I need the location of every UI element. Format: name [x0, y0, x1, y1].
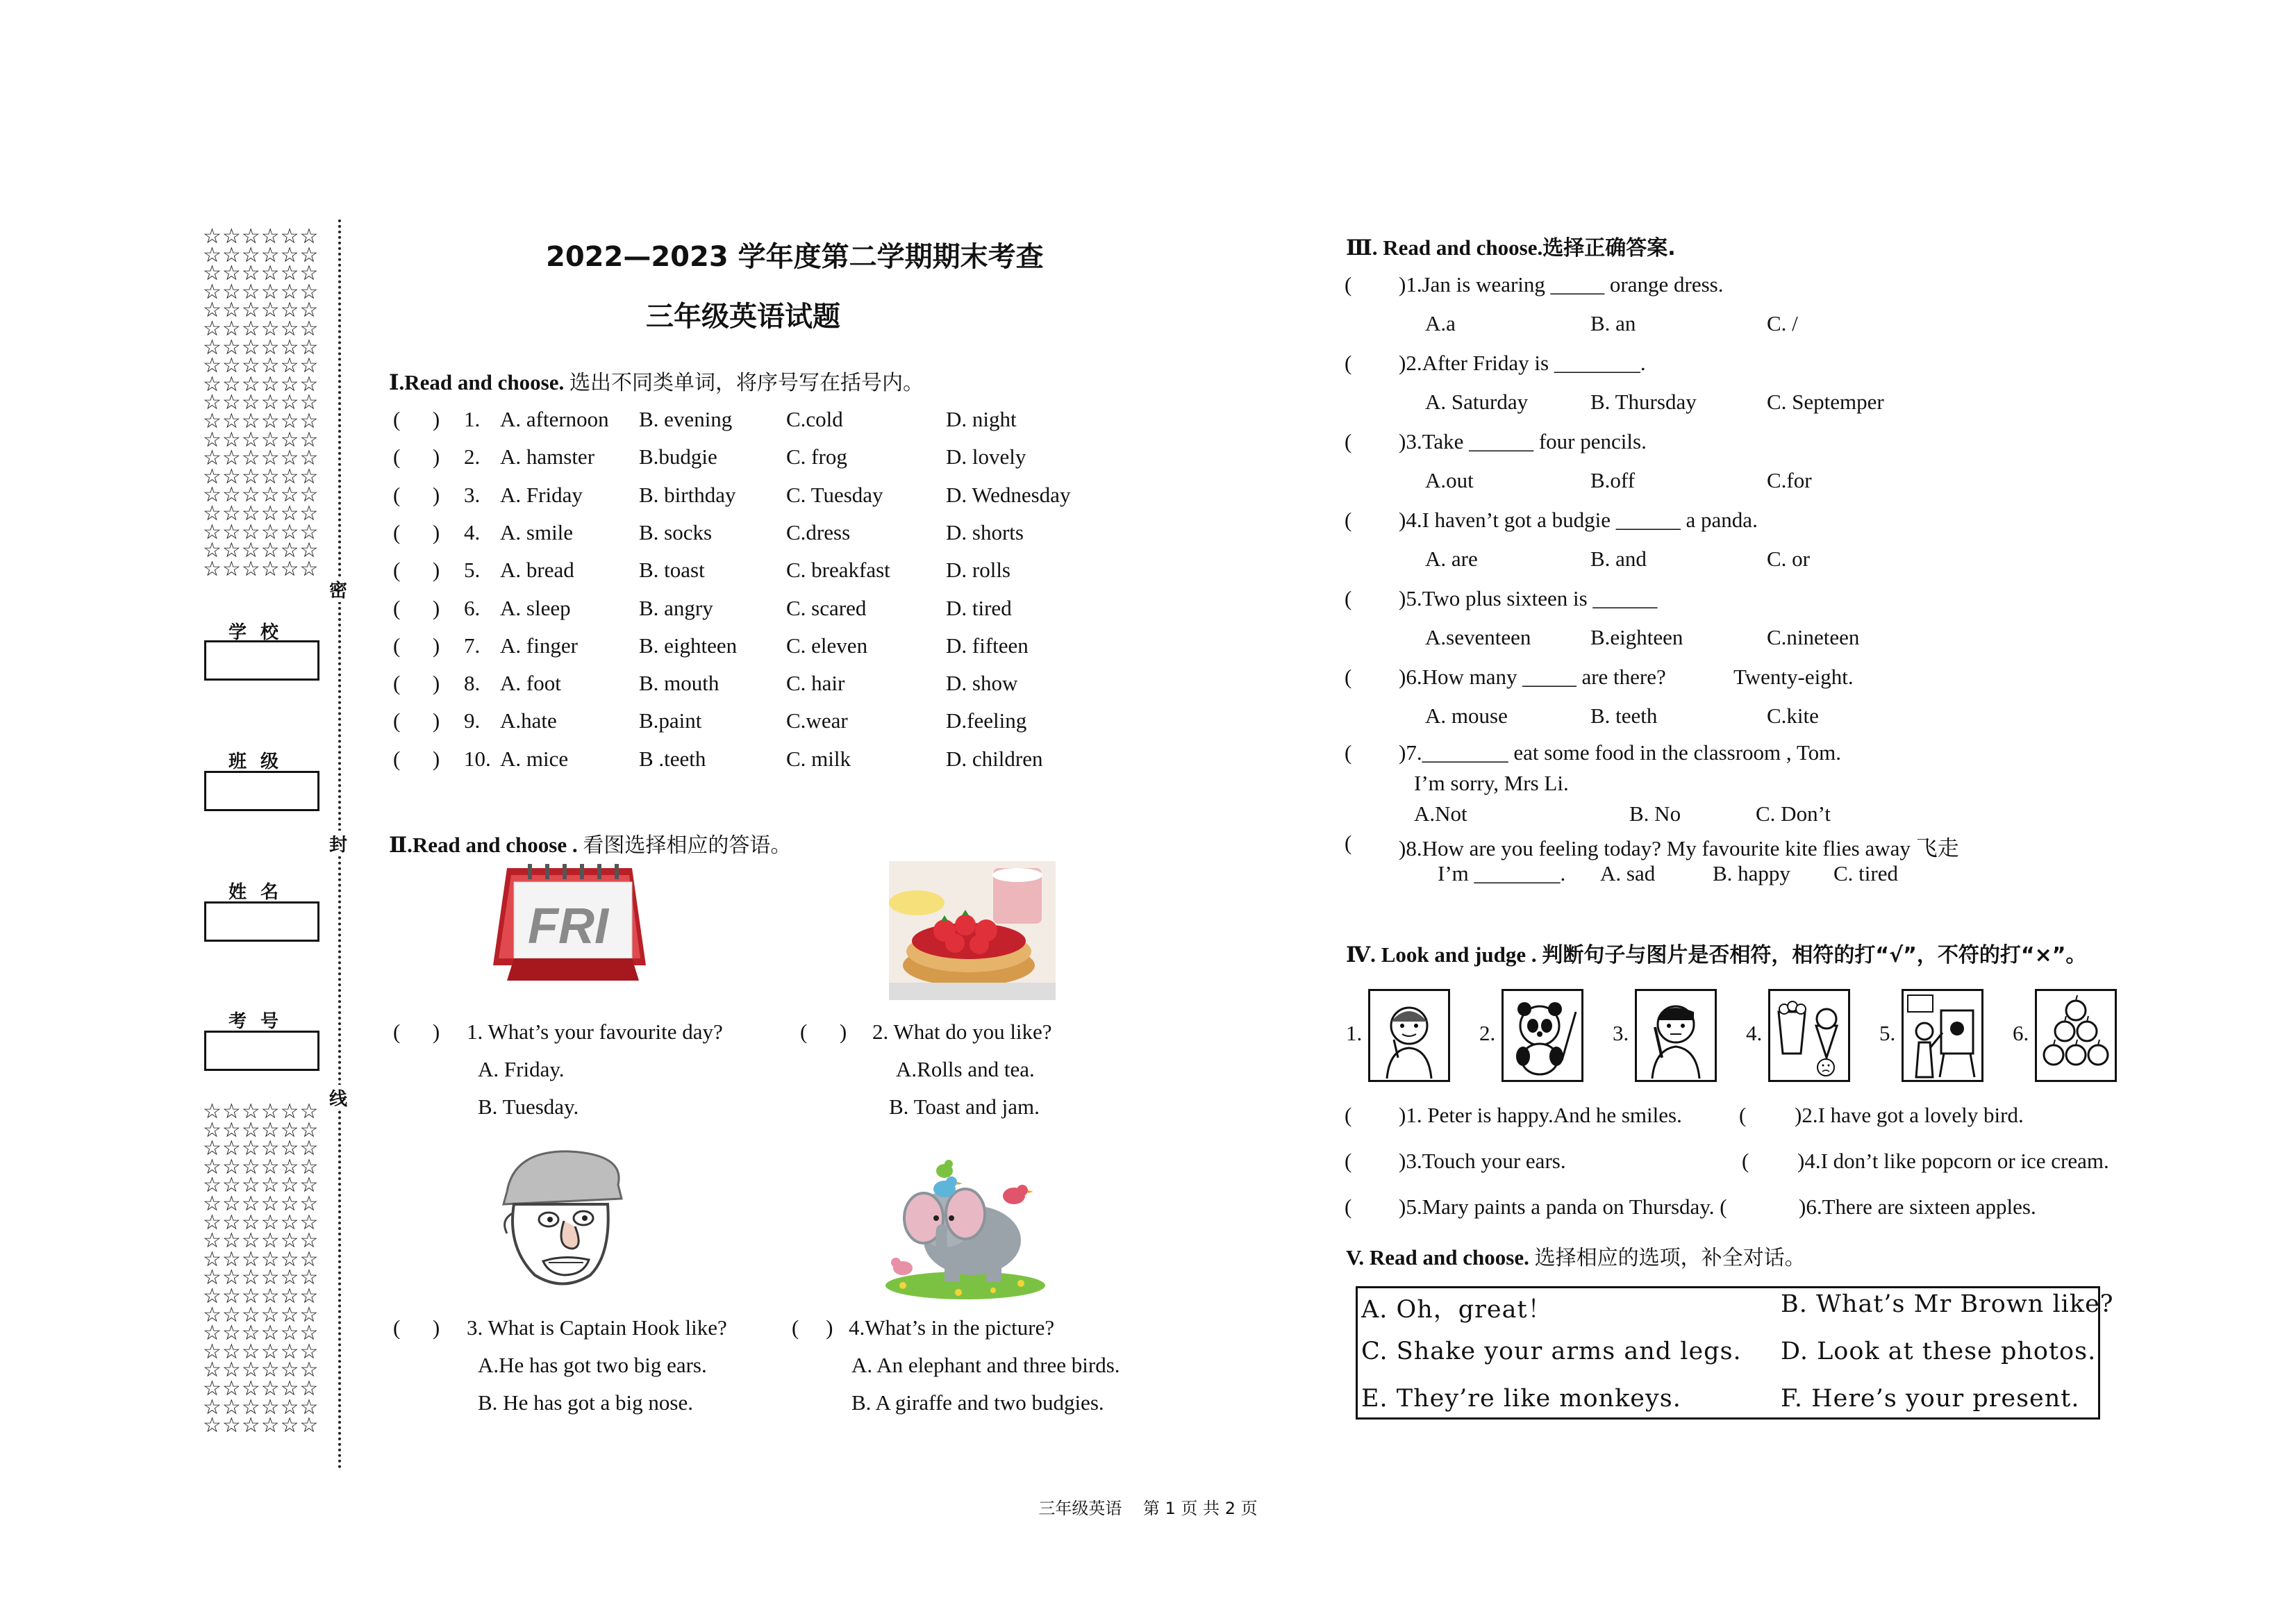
part3-q7-reply: I’m sorry, Mrs Li.: [1414, 771, 1569, 795]
part5-option-c: C. Shake your arms and legs.: [1361, 1338, 1742, 1365]
class-field[interactable]: [204, 771, 319, 811]
part3-q7-option-c: C. Don’t: [1756, 801, 1831, 826]
exam-id-field[interactable]: [204, 1031, 319, 1071]
exam-subtitle: 三年级英语试题: [646, 301, 840, 333]
part1-q4-paren[interactable]: ( ): [393, 519, 440, 544]
part1-q5-option-d: D. rolls: [946, 558, 1010, 583]
picture-3-number: 3.: [1613, 1021, 1629, 1045]
part2-q1-option-a: A. Friday.: [478, 1057, 565, 1081]
part1-heading-en: Read and choose.: [404, 370, 565, 394]
part3-roman: Ⅲ.: [1346, 235, 1378, 260]
picture-4-number: 4.: [1746, 1021, 1763, 1045]
part4-sentence-1: )1. Peter is happy.And he smiles.: [1399, 1103, 1682, 1127]
part4-s4-paren[interactable]: (: [1742, 1149, 1749, 1173]
part3-q6-answer: Twenty-eight.: [1733, 665, 1854, 689]
part1-q10-option-d: D. children: [946, 746, 1043, 771]
part3-q5-option-c: C.nineteen: [1767, 625, 1860, 649]
part2-heading-en: Read and choose .: [412, 833, 578, 857]
part1-roman: Ⅰ.: [389, 370, 405, 394]
part2-heading-zh: 看图选择相应的答语。: [583, 833, 792, 858]
name-label: 姓名: [228, 882, 292, 903]
part1-q9-option-b: B.paint: [639, 708, 702, 733]
part5-option-a: A. Oh，great！: [1361, 1296, 1553, 1324]
part3-q4-option-b: B. and: [1590, 547, 1647, 571]
part4-roman: Ⅳ.: [1346, 942, 1376, 967]
picture-5-girl-painting: [1902, 989, 1983, 1082]
part1-q5-option-a: A. bread: [500, 558, 574, 583]
captain-hook-image: [486, 1143, 632, 1296]
part3-q6-paren[interactable]: (: [1345, 665, 1352, 689]
part3-q8-option-a: A. sad: [1600, 861, 1656, 885]
part1-q4-option-b: B. socks: [639, 519, 713, 544]
part1-heading: [389, 365, 924, 396]
picture-6-number: 6.: [2013, 1021, 2029, 1045]
part3-q5-paren[interactable]: (: [1345, 586, 1352, 610]
part1-q10-option-a: A. mice: [500, 746, 569, 771]
part1-q7-option-c: C. eleven: [786, 633, 868, 658]
part3-heading-en: Read and choose.: [1383, 235, 1543, 260]
part3-q2-option-a: A. Saturday: [1425, 390, 1529, 414]
part1-q5-paren[interactable]: ( ): [393, 558, 440, 583]
part5-heading-zh: 选择相应的选项，补全对话。: [1534, 1246, 1806, 1270]
part2-q4-option-a: A. An elephant and three birds.: [851, 1353, 1120, 1377]
part1-q8-option-c: C. hair: [786, 671, 845, 696]
elephant-birds-image: [875, 1136, 1056, 1303]
part3-q6-option-b: B. teeth: [1590, 704, 1658, 728]
part1-q5-number: 5.: [464, 558, 481, 583]
part1-q9-option-a: A.hate: [500, 708, 557, 733]
part1-q3-number: 3.: [464, 482, 481, 507]
part1-q6-option-d: D. tired: [946, 595, 1012, 620]
part1-q9-option-c: C.wear: [786, 708, 848, 733]
part2-q4-option-b: B. A giraffe and two budgies.: [851, 1390, 1104, 1415]
part3-q1-option-b: B. an: [1590, 311, 1636, 335]
part5-option-d: D. Look at these photos.: [1781, 1338, 2097, 1365]
picture-1-boy-smiling: [1368, 989, 1450, 1082]
part1-q6-option-c: C. scared: [786, 595, 867, 620]
part3-q1-paren[interactable]: (: [1345, 272, 1352, 297]
part1-q8-option-d: D. show: [946, 671, 1018, 696]
part2-q4-paren[interactable]: ( ): [792, 1315, 833, 1340]
part4-sentence-6: )6.There are sixteen apples.: [1799, 1195, 2036, 1219]
part3-q6-option-a: A. mouse: [1425, 704, 1508, 728]
part1-q1-paren[interactable]: ( ): [393, 407, 440, 431]
toast-jam-image: [889, 861, 1056, 1000]
part1-q10-option-b: B .teeth: [639, 746, 706, 771]
part3-q5-option-a: A.seventeen: [1425, 625, 1531, 649]
footer-subject: 三年级英语: [1038, 1499, 1122, 1518]
part3-q4-paren[interactable]: (: [1345, 508, 1352, 532]
part2-q3: 3. What is Captain Hook like?: [467, 1315, 727, 1340]
part1-q10-number: 10.: [464, 746, 491, 771]
part5-option-f: F. Here’s your present.: [1781, 1385, 2080, 1413]
calendar-friday-image: [486, 861, 653, 986]
name-field[interactable]: [204, 901, 319, 942]
part1-q7-option-b: B. eighteen: [639, 633, 738, 658]
part3-q6: )6.How many _____ are there?: [1399, 665, 1666, 689]
part1-q1-option-a: A. afternoon: [500, 407, 609, 431]
part3-q3-paren[interactable]: (: [1345, 429, 1352, 453]
part2-q1: 1. What’s your favourite day?: [467, 1019, 723, 1044]
part2-q2-option-b: B. Toast and jam.: [889, 1095, 1040, 1119]
part4-s5-paren[interactable]: (: [1345, 1195, 1352, 1219]
part3-q2-option-c: C. Septemper: [1767, 390, 1884, 414]
part1-q2-number: 2.: [464, 444, 481, 469]
part1-q2-option-b: B.budgie: [639, 444, 717, 469]
part2-roman: Ⅱ.: [389, 833, 413, 857]
part1-q4-option-d: D. shorts: [946, 519, 1024, 544]
part1-q3-paren[interactable]: ( ): [393, 482, 440, 507]
part3-q6-option-c: C.kite: [1767, 704, 1819, 728]
part1-q3-option-c: C. Tuesday: [786, 482, 883, 507]
part1-q2-option-a: A. hamster: [500, 444, 595, 469]
part3-q1-option-a: A.a: [1425, 311, 1456, 335]
picture-4-popcorn-ice-cream: [1768, 989, 1850, 1082]
part3-q3: )3.Take ______ four pencils.: [1399, 429, 1647, 453]
part1-q8-option-b: B. mouth: [639, 671, 719, 696]
part1-q6-option-a: A. sleep: [500, 595, 571, 620]
part1-q9-number: 9.: [464, 708, 481, 733]
part4-sentence-5: )5.Mary paints a panda on Thursday. (: [1399, 1195, 1727, 1219]
part3-q4: )4.I haven’t got a budgie ______ a panda.: [1399, 508, 1758, 532]
part5-option-b: B. What’s Mr Brown like?: [1781, 1290, 2114, 1318]
part3-q7-option-a: A.Not: [1414, 801, 1467, 826]
part3-q2-option-b: B. Thursday: [1590, 390, 1697, 414]
school-label: 学校: [228, 622, 292, 643]
part4-sentence-2: )2.I have got a lovely bird.: [1795, 1103, 2024, 1127]
part5-heading-en: Read and choose.: [1369, 1245, 1529, 1270]
part2-q1-paren[interactable]: ( ): [393, 1019, 440, 1044]
part4-sentence-4: )4.I don’t like popcorn or ice cream.: [1797, 1149, 2109, 1173]
part1-q10-paren[interactable]: ( ): [393, 746, 440, 771]
part1-q1-option-d: D. night: [946, 407, 1017, 431]
part1-q8-option-a: A. foot: [500, 671, 561, 696]
part1-q1-number: 1.: [464, 407, 481, 431]
part1-q3-option-a: A. Friday: [500, 482, 583, 507]
part5-roman: V.: [1346, 1245, 1365, 1270]
part4-sentence-3: )3.Touch your ears.: [1399, 1149, 1566, 1173]
picture-1-number: 1.: [1346, 1021, 1363, 1045]
school-field[interactable]: [204, 640, 319, 681]
part3-q8-option-b: B. happy: [1713, 861, 1790, 885]
part3-q3-option-b: B.off: [1590, 468, 1636, 492]
part1-q3-option-d: D. Wednesday: [946, 482, 1071, 507]
part3-q3-option-c: C.for: [1767, 468, 1812, 492]
exam-title: 2022—2023 学年度第二学期期末考查: [546, 241, 1044, 273]
part3-q4-option-c: C. or: [1767, 547, 1810, 571]
part3-heading: [1346, 231, 1676, 261]
part2-q1-option-b: B. Tuesday.: [478, 1095, 579, 1119]
part1-q2-option-c: C. frog: [786, 444, 847, 469]
seal-mi: 密: [329, 576, 347, 602]
seal-xian: 线: [329, 1085, 347, 1110]
picture-2-number: 2.: [1479, 1021, 1496, 1045]
part3-q8-blank: I’m ________.: [1438, 861, 1566, 885]
part1-q4-number: 4.: [464, 519, 481, 544]
part3-q1-option-c: C. /: [1767, 311, 1798, 335]
part5-option-e: E. They’re like monkeys.: [1361, 1385, 1681, 1413]
seal-feng: 封: [329, 831, 347, 856]
part1-q4-option-c: C.dress: [786, 519, 851, 544]
page-footer: [0, 1495, 2296, 1519]
footer-page-number: 第 1 页 共 2 页: [1142, 1499, 1258, 1518]
part4-s1-paren[interactable]: (: [1345, 1103, 1352, 1127]
part4-heading: [1346, 938, 2086, 968]
part2-q2-option-a: A.Rolls and tea.: [896, 1057, 1035, 1081]
part1-q7-paren[interactable]: ( ): [393, 633, 440, 658]
decorative-stars-top: ☆☆☆☆☆☆ ☆☆☆☆☆☆ ☆☆☆☆☆☆ ☆☆☆☆☆☆ ☆☆☆☆☆☆ ☆☆☆☆☆☆ ☆☆☆☆☆☆ ☆☆☆☆☆☆ ☆☆☆☆☆☆ ☆☆☆☆☆☆ ☆☆☆☆☆☆ ☆☆☆☆☆☆ ☆☆☆☆☆☆ ☆☆☆☆☆☆ ☆☆☆☆☆☆ ☆☆☆☆☆☆ ☆☆☆☆☆☆ ☆☆☆☆☆☆ ☆☆☆☆☆☆: [203, 224, 319, 581]
part4-heading-zh: 判断句子与图片是否相符，相符的打“√”，不符的打“×”。: [1542, 943, 2087, 967]
part4-s2-paren[interactable]: (: [1739, 1103, 1747, 1127]
part3-q5: )5.Two plus sixteen is ______: [1399, 586, 1658, 610]
part1-q8-paren[interactable]: ( ): [393, 671, 440, 696]
picture-6-apples: [2035, 989, 2117, 1082]
part3-heading-zh: 选择正确答案.: [1542, 236, 1676, 260]
part1-q6-option-b: B. angry: [639, 595, 713, 620]
exam-id-label: 考号: [228, 1011, 292, 1032]
part1-q7-option-a: A. finger: [500, 633, 578, 658]
part2-q2: 2. What do you like?: [872, 1019, 1052, 1044]
part2-q3-option-b: B. He has got a big nose.: [478, 1390, 693, 1415]
part3-q8: )8.How are you feeling today? My favourite kite flies away 飞走: [1399, 836, 1959, 860]
picture-5-number: 5.: [1879, 1021, 1896, 1045]
part1-q6-paren[interactable]: ( ): [393, 595, 440, 620]
part1-q3-option-b: B. birthday: [639, 482, 736, 507]
part1-q7-number: 7.: [464, 633, 481, 658]
part1-q7-option-d: D. fifteen: [946, 633, 1029, 658]
part5-heading: [1346, 1240, 1806, 1271]
part1-heading-zh: 选出不同类单词，将序号写在括号内。: [569, 371, 924, 395]
part3-q3-option-a: A.out: [1425, 468, 1474, 492]
part2-q3-option-a: A.He has got two big ears.: [478, 1353, 707, 1377]
part1-q2-option-d: D. lovely: [946, 444, 1026, 469]
part1-q6-number: 6.: [464, 595, 481, 620]
part3-q7: )7.________ eat some food in the classroom , Tom.: [1399, 740, 1841, 765]
calendar-text: FRI: [528, 899, 608, 954]
part3-q7-option-b: B. No: [1629, 801, 1681, 826]
part1-q1-option-c: C.cold: [786, 407, 843, 431]
part3-q8-paren[interactable]: (: [1345, 831, 1352, 855]
part2-q4: 4.What’s in the picture?: [849, 1315, 1055, 1340]
part2-heading: [389, 828, 791, 858]
picture-2-panda: [1501, 989, 1583, 1082]
part3-q1: )1.Jan is wearing _____ orange dress.: [1399, 272, 1724, 297]
part4-s3-paren[interactable]: (: [1345, 1149, 1352, 1173]
part1-q8-number: 8.: [464, 671, 481, 696]
part1-q5-option-b: B. toast: [639, 558, 705, 583]
picture-3-boy-touching-ear: [1635, 989, 1717, 1082]
part1-q10-option-c: C. milk: [786, 746, 851, 771]
part1-q4-option-a: A. smile: [500, 519, 574, 544]
part3-q7-paren[interactable]: (: [1345, 740, 1352, 765]
part3-q2: )2.After Friday is ________.: [1399, 351, 1646, 375]
part1-q1-option-b: B. evening: [639, 407, 733, 431]
class-label: 班级: [228, 751, 292, 772]
part4-heading-en: Look and judge .: [1381, 942, 1537, 967]
part1-q2-paren[interactable]: ( ): [393, 444, 440, 469]
part3-q4-option-a: A. are: [1425, 547, 1478, 571]
decorative-stars-bottom: ☆☆☆☆☆☆ ☆☆☆☆☆☆ ☆☆☆☆☆☆ ☆☆☆☆☆☆ ☆☆☆☆☆☆ ☆☆☆☆☆☆ ☆☆☆☆☆☆ ☆☆☆☆☆☆ ☆☆☆☆☆☆ ☆☆☆☆☆☆ ☆☆☆☆☆☆ ☆☆☆☆☆☆ ☆☆☆☆☆☆ ☆☆☆☆☆☆ ☆☆☆☆☆☆ ☆☆☆☆☆☆ ☆☆☆☆☆☆ ☆☆☆☆☆☆: [203, 1099, 319, 1438]
part2-q3-paren[interactable]: ( ): [393, 1315, 440, 1340]
part1-q9-paren[interactable]: ( ): [393, 708, 440, 733]
part3-q5-option-b: B.eighteen: [1590, 625, 1683, 649]
part1-q5-option-c: C. breakfast: [786, 558, 890, 583]
part1-q9-option-d: D.feeling: [946, 708, 1027, 733]
part2-q2-paren[interactable]: ( ): [800, 1019, 847, 1044]
part3-q8-option-c: C. tired: [1833, 861, 1898, 885]
part3-q2-paren[interactable]: (: [1345, 351, 1352, 375]
